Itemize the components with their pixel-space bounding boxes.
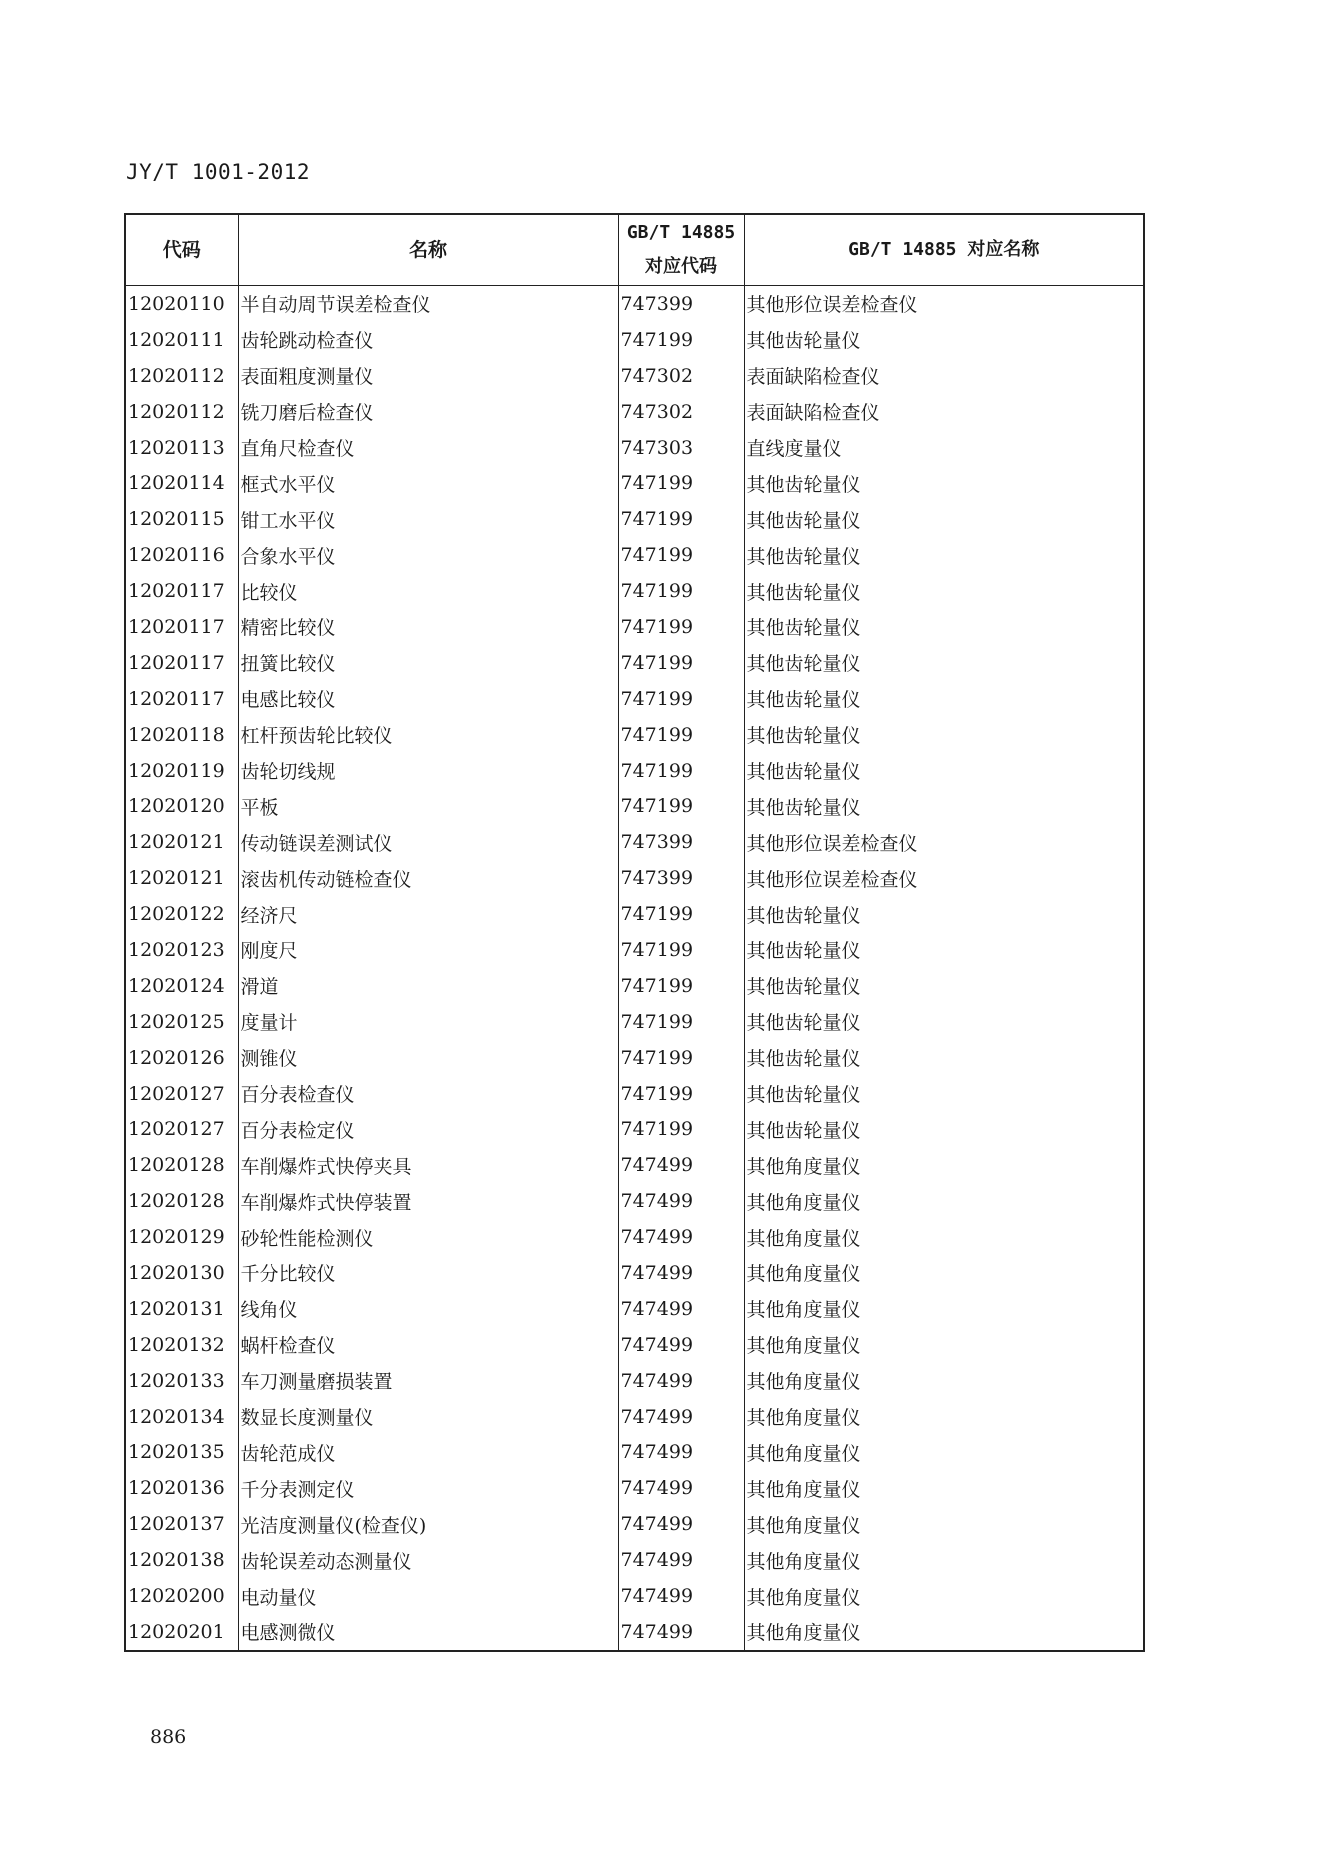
- cell-name: 比较仪: [238, 573, 618, 609]
- cell-gb-name: 其他齿轮量仪: [744, 501, 1144, 537]
- cell-code: 12020114: [125, 465, 238, 501]
- cell-name: 表面粗度测量仪: [238, 358, 618, 394]
- table-row: [125, 609, 1144, 645]
- header-gb-code-line1: GB/T 14885: [626, 222, 736, 243]
- table-row: [125, 824, 1144, 860]
- table-row: [125, 1040, 1144, 1076]
- cell-code: 12020138: [125, 1542, 238, 1578]
- table-row: [125, 322, 1144, 358]
- table-row: [125, 1183, 1144, 1219]
- cell-name: 铣刀磨后检查仪: [238, 394, 618, 430]
- table-row: [125, 968, 1144, 1004]
- cell-code: 12020133: [125, 1363, 238, 1399]
- table-row: [125, 1399, 1144, 1435]
- cell-code: 12020117: [125, 681, 238, 717]
- cell-gb-name: 其他齿轮量仪: [744, 717, 1144, 753]
- cell-gb-code: 747199: [618, 1004, 744, 1040]
- cell-gb-name: 其他角度量仪: [744, 1147, 1144, 1183]
- cell-gb-code: 747499: [618, 1399, 744, 1435]
- table-row: [125, 788, 1144, 824]
- table-row: [125, 1076, 1144, 1112]
- cell-gb-code: 747303: [618, 430, 744, 466]
- table-row: [125, 394, 1144, 430]
- cell-name: 线角仪: [238, 1291, 618, 1327]
- table-row: [125, 537, 1144, 573]
- cell-gb-name: 其他角度量仪: [744, 1255, 1144, 1291]
- cell-code: 12020127: [125, 1111, 238, 1147]
- cell-name: 直角尺检查仪: [238, 430, 618, 466]
- cell-gb-name: 其他齿轮量仪: [744, 537, 1144, 573]
- cell-name: 传动链误差测试仪: [238, 824, 618, 860]
- table-header-row: [125, 214, 1144, 286]
- cell-code: 12020124: [125, 968, 238, 1004]
- cell-name: 滚齿机传动链检查仪: [238, 860, 618, 896]
- cell-gb-code: 747499: [618, 1506, 744, 1542]
- cell-gb-code: 747499: [618, 1183, 744, 1219]
- page-number: 886: [150, 1726, 187, 1748]
- cell-gb-code: 747199: [618, 753, 744, 789]
- cell-gb-name: 其他形位误差检查仪: [744, 824, 1144, 860]
- cell-name: 半自动周节误差检查仪: [238, 286, 618, 322]
- cell-name: 滑道: [238, 968, 618, 1004]
- cell-name: 平板: [238, 788, 618, 824]
- cell-gb-code: 747499: [618, 1363, 744, 1399]
- cell-gb-name: 其他齿轮量仪: [744, 465, 1144, 501]
- cell-gb-name: 其他角度量仪: [744, 1363, 1144, 1399]
- cell-code: 12020128: [125, 1147, 238, 1183]
- cell-code: 12020134: [125, 1399, 238, 1435]
- cell-code: 12020112: [125, 358, 238, 394]
- header-gb-name: GB/T 14885 对应名称: [744, 214, 1144, 286]
- cell-name: 刚度尺: [238, 932, 618, 968]
- cell-code: 12020119: [125, 753, 238, 789]
- cell-code: 12020200: [125, 1578, 238, 1614]
- cell-name: 千分表测定仪: [238, 1470, 618, 1506]
- cell-name: 车削爆炸式快停装置: [238, 1183, 618, 1219]
- cell-gb-name: 其他齿轮量仪: [744, 753, 1144, 789]
- cell-code: 12020115: [125, 501, 238, 537]
- cell-code: 12020136: [125, 1470, 238, 1506]
- cell-name: 百分表检查仪: [238, 1076, 618, 1112]
- table-row: [125, 932, 1144, 968]
- cell-name: 精密比较仪: [238, 609, 618, 645]
- classification-table: [124, 213, 1145, 1652]
- cell-gb-name: 其他齿轮量仪: [744, 322, 1144, 358]
- cell-gb-name: 其他齿轮量仪: [744, 1004, 1144, 1040]
- cell-gb-code: 747199: [618, 968, 744, 1004]
- cell-gb-name: 其他齿轮量仪: [744, 896, 1144, 932]
- cell-code: 12020125: [125, 1004, 238, 1040]
- cell-name: 电动量仪: [238, 1578, 618, 1614]
- cell-code: 12020132: [125, 1327, 238, 1363]
- cell-name: 测锥仪: [238, 1040, 618, 1076]
- cell-gb-name: 其他角度量仪: [744, 1506, 1144, 1542]
- cell-gb-name: 其他齿轮量仪: [744, 1040, 1144, 1076]
- cell-gb-code: 747199: [618, 932, 744, 968]
- cell-gb-name: 其他角度量仪: [744, 1291, 1144, 1327]
- cell-name: 光洁度测量仪(检查仪): [238, 1506, 618, 1542]
- cell-gb-code: 747499: [618, 1578, 744, 1614]
- cell-name: 电感比较仪: [238, 681, 618, 717]
- cell-gb-name: 其他角度量仪: [744, 1578, 1144, 1614]
- cell-name: 车削爆炸式快停夹具: [238, 1147, 618, 1183]
- cell-name: 车刀测量磨损装置: [238, 1363, 618, 1399]
- table-row: [125, 681, 1144, 717]
- table-row: [125, 645, 1144, 681]
- cell-name: 杠杆预齿轮比较仪: [238, 717, 618, 753]
- cell-code: 12020111: [125, 322, 238, 358]
- cell-gb-code: 747199: [618, 322, 744, 358]
- table-row: [125, 430, 1144, 466]
- cell-code: 12020123: [125, 932, 238, 968]
- table-row: [125, 1327, 1144, 1363]
- cell-code: 12020113: [125, 430, 238, 466]
- table-row: [125, 1542, 1144, 1578]
- cell-name: 电感测微仪: [238, 1614, 618, 1651]
- cell-gb-code: 747499: [618, 1542, 744, 1578]
- table-row: [125, 1506, 1144, 1542]
- cell-code: 12020112: [125, 394, 238, 430]
- cell-code: 12020122: [125, 896, 238, 932]
- table-row: [125, 1363, 1144, 1399]
- cell-name: 砂轮性能检测仪: [238, 1219, 618, 1255]
- cell-gb-code: 747199: [618, 645, 744, 681]
- cell-code: 12020129: [125, 1219, 238, 1255]
- cell-gb-code: 747199: [618, 1040, 744, 1076]
- cell-gb-name: 表面缺陷检查仪: [744, 358, 1144, 394]
- cell-gb-code: 747499: [618, 1614, 744, 1651]
- cell-gb-code: 747199: [618, 717, 744, 753]
- table-row: [125, 573, 1144, 609]
- cell-gb-code: 747302: [618, 358, 744, 394]
- table-row: [125, 1435, 1144, 1471]
- cell-code: 12020127: [125, 1076, 238, 1112]
- cell-code: 12020121: [125, 860, 238, 896]
- cell-code: 12020117: [125, 573, 238, 609]
- cell-gb-code: 747499: [618, 1291, 744, 1327]
- cell-gb-name: 其他齿轮量仪: [744, 968, 1144, 1004]
- table-row: [125, 358, 1144, 394]
- cell-gb-name: 其他齿轮量仪: [744, 1111, 1144, 1147]
- cell-name: 百分表检定仪: [238, 1111, 618, 1147]
- table-row: [125, 717, 1144, 753]
- cell-gb-code: 747199: [618, 788, 744, 824]
- cell-name: 蜗杆检查仪: [238, 1327, 618, 1363]
- cell-gb-name: 其他角度量仪: [744, 1327, 1144, 1363]
- table-row: [125, 286, 1144, 322]
- table-row: [125, 1111, 1144, 1147]
- cell-name: 齿轮跳动检查仪: [238, 322, 618, 358]
- cell-gb-code: 747199: [618, 1076, 744, 1112]
- table-row: [125, 1004, 1144, 1040]
- cell-gb-code: 747399: [618, 824, 744, 860]
- cell-code: 12020135: [125, 1435, 238, 1471]
- cell-gb-code: 747199: [618, 465, 744, 501]
- document-standard-code: JY/T 1001-2012: [126, 160, 311, 184]
- table-row: [125, 1147, 1144, 1183]
- cell-gb-code: 747302: [618, 394, 744, 430]
- cell-code: 12020130: [125, 1255, 238, 1291]
- cell-code: 12020116: [125, 537, 238, 573]
- table-row: [125, 1255, 1144, 1291]
- cell-gb-name: 其他齿轮量仪: [744, 932, 1144, 968]
- cell-gb-code: 747399: [618, 860, 744, 896]
- table-header: [125, 214, 1144, 286]
- cell-gb-code: 747499: [618, 1255, 744, 1291]
- cell-gb-code: 747499: [618, 1327, 744, 1363]
- header-gb-code: [618, 214, 744, 286]
- cell-gb-code: 747199: [618, 537, 744, 573]
- cell-gb-code: 747499: [618, 1219, 744, 1255]
- cell-code: 12020128: [125, 1183, 238, 1219]
- cell-gb-name: 其他齿轮量仪: [744, 681, 1144, 717]
- cell-gb-code: 747199: [618, 1111, 744, 1147]
- cell-code: 12020137: [125, 1506, 238, 1542]
- cell-gb-name: 其他形位误差检查仪: [744, 860, 1144, 896]
- cell-gb-name: 其他齿轮量仪: [744, 788, 1144, 824]
- cell-name: 度量计: [238, 1004, 618, 1040]
- cell-gb-code: 747499: [618, 1147, 744, 1183]
- cell-gb-name: 其他齿轮量仪: [744, 645, 1144, 681]
- cell-code: 12020121: [125, 824, 238, 860]
- cell-gb-name: 其他齿轮量仪: [744, 609, 1144, 645]
- table-row: [125, 1219, 1144, 1255]
- table-row: [125, 1614, 1144, 1651]
- table-row: [125, 501, 1144, 537]
- cell-code: 12020120: [125, 788, 238, 824]
- cell-gb-name: 其他角度量仪: [744, 1435, 1144, 1471]
- header-gb-code-line2: 对应代码: [645, 256, 717, 277]
- cell-gb-name: 其他角度量仪: [744, 1183, 1144, 1219]
- cell-name: 数显长度测量仪: [238, 1399, 618, 1435]
- header-code: 代码: [125, 214, 238, 286]
- cell-gb-code: 747199: [618, 681, 744, 717]
- cell-name: 齿轮切线规: [238, 753, 618, 789]
- cell-gb-name: 表面缺陷检查仪: [744, 394, 1144, 430]
- table-row: [125, 1578, 1144, 1614]
- table-row: [125, 1470, 1144, 1506]
- table-body: [125, 286, 1144, 1651]
- cell-gb-code: 747499: [618, 1435, 744, 1471]
- cell-gb-name: 其他齿轮量仪: [744, 573, 1144, 609]
- cell-name: 经济尺: [238, 896, 618, 932]
- cell-code: 12020117: [125, 609, 238, 645]
- cell-code: 12020201: [125, 1614, 238, 1651]
- cell-code: 12020117: [125, 645, 238, 681]
- cell-gb-code: 747199: [618, 896, 744, 932]
- cell-gb-code: 747199: [618, 609, 744, 645]
- cell-name: 齿轮误差动态测量仪: [238, 1542, 618, 1578]
- cell-name: 合象水平仪: [238, 537, 618, 573]
- cell-gb-name: 其他角度量仪: [744, 1470, 1144, 1506]
- table-row: [125, 465, 1144, 501]
- cell-gb-code: 747399: [618, 286, 744, 322]
- cell-name: 齿轮范成仪: [238, 1435, 618, 1471]
- cell-gb-name: 直线度量仪: [744, 430, 1144, 466]
- cell-name: 钳工水平仪: [238, 501, 618, 537]
- table-row: [125, 860, 1144, 896]
- cell-gb-name: 其他角度量仪: [744, 1219, 1144, 1255]
- cell-gb-code: 747199: [618, 573, 744, 609]
- cell-code: 12020131: [125, 1291, 238, 1327]
- cell-code: 12020118: [125, 717, 238, 753]
- cell-name: 千分比较仪: [238, 1255, 618, 1291]
- table-row: [125, 1291, 1144, 1327]
- cell-gb-code: 747199: [618, 501, 744, 537]
- cell-code: 12020110: [125, 286, 238, 322]
- cell-gb-name: 其他形位误差检查仪: [744, 286, 1144, 322]
- cell-gb-name: 其他角度量仪: [744, 1614, 1144, 1651]
- cell-code: 12020126: [125, 1040, 238, 1076]
- cell-gb-name: 其他角度量仪: [744, 1399, 1144, 1435]
- cell-gb-code: 747499: [618, 1470, 744, 1506]
- table-row: [125, 896, 1144, 932]
- header-name: 名称: [238, 214, 618, 286]
- cell-name: 扭簧比较仪: [238, 645, 618, 681]
- table-row: [125, 753, 1144, 789]
- cell-gb-name: 其他角度量仪: [744, 1542, 1144, 1578]
- cell-gb-name: 其他齿轮量仪: [744, 1076, 1144, 1112]
- cell-name: 框式水平仪: [238, 465, 618, 501]
